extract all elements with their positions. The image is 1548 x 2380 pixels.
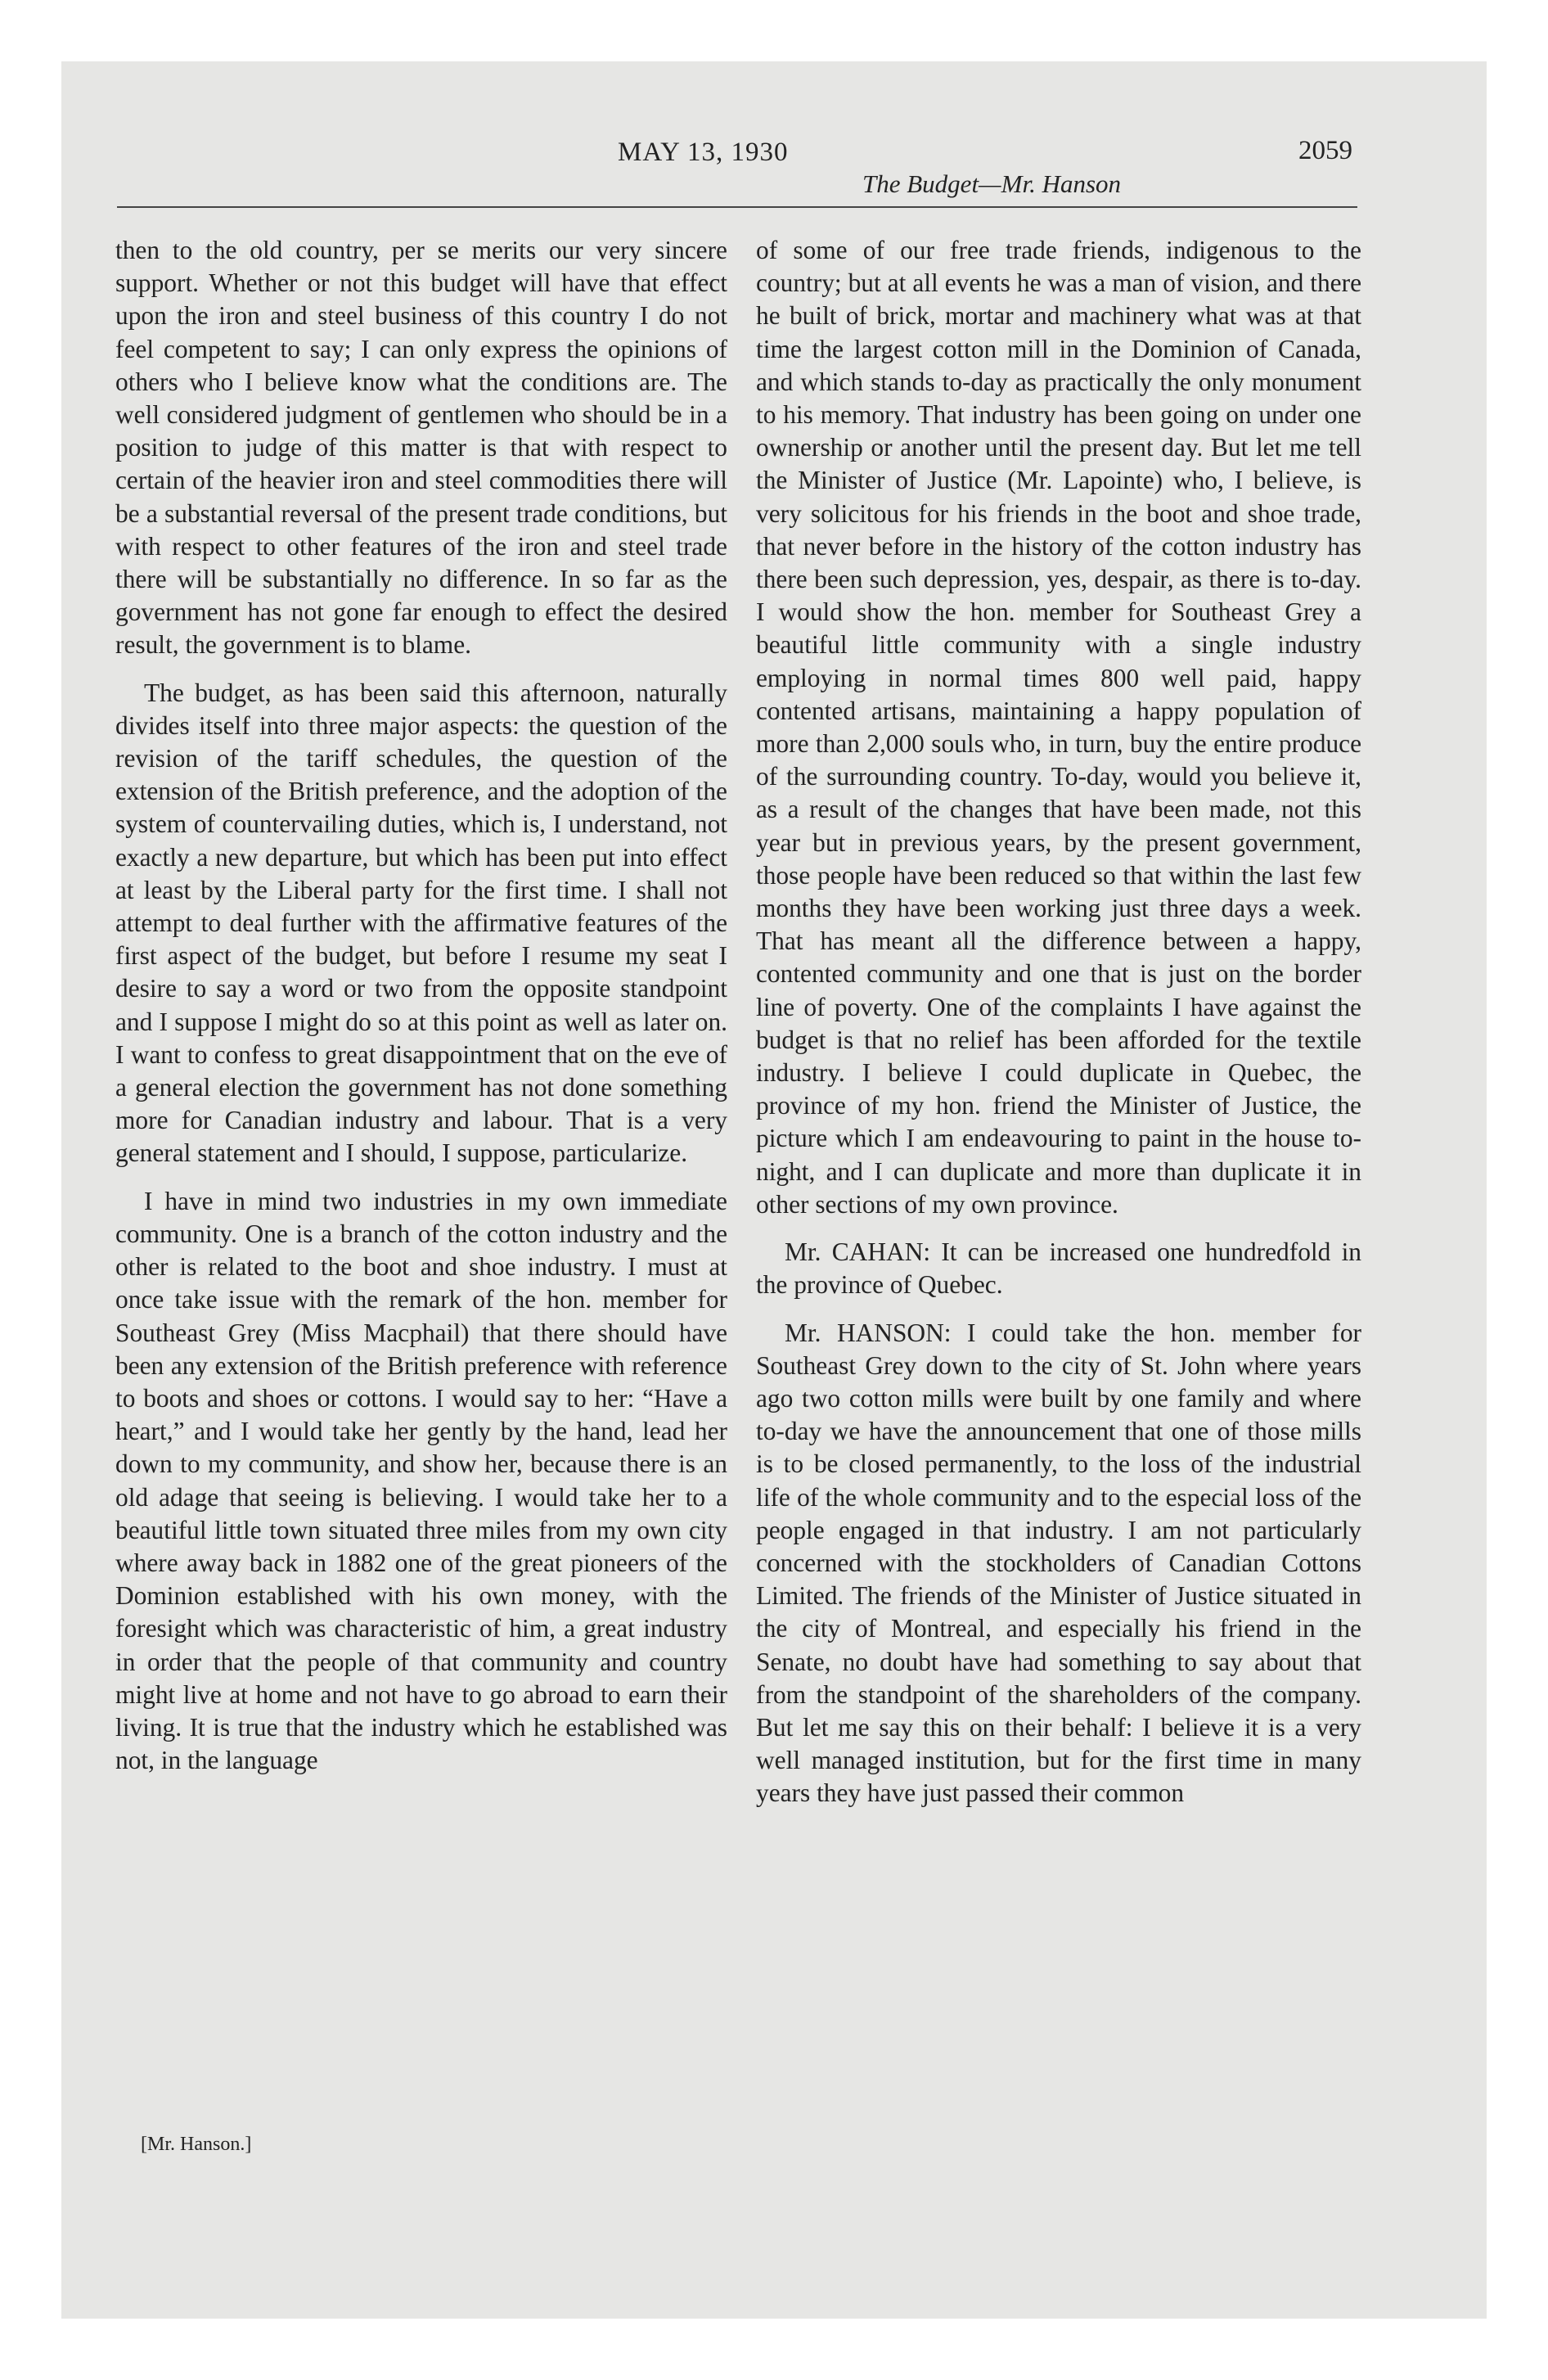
running-title: The Budget—Mr. Hanson xyxy=(862,169,1122,198)
header-rule xyxy=(117,206,1357,208)
page-number: 2059 xyxy=(1298,136,1352,165)
paragraph: of some of our free trade friends, indigenous to the country; but at all events he was a man of vision, and there he built of brick, mortar and machinery what was at that time the largest cotton mill in the Dominion of Canada, and which stands to-day as practically the only monument to his memory. That industry has been going on under one ownership or another until the present day. But let me tell the Minister of Justice (Mr. Lapointe) who, I believe, is very solicitous for his friends in the boot and shoe trade, that never before in the history of the cotton industry has there been such depression, yes, despair, as there is to-day. I would show the hon. member for Southeast Grey a beautiful little community with a single industry employing in normal times 800 well paid, happy contented artisans, maintaining a happy population of more than 2,000 souls who, in turn, buy the entire produce of the surrounding country. To-day, would you believe it, as a result of the changes that have been made, not this year but in previous years, by the present government, those people have been reduced so that within the last few months they have been working just three days a week. That has meant all the difference between a happy, contented community and one that is just on the border line of poverty. One of the complaints I have against the budget is that no relief has been afforded for the textile industry. I believe I could duplicate in Quebec, the province of my hon. friend the Minister of Justice, the picture which I am endeavouring to paint in the house to-night, and I can duplicate and more than duplicate it in other sections of my own province. xyxy=(756,236,1361,1219)
header-date: MAY 13, 1930 xyxy=(618,137,789,167)
paragraph: Mr. CAHAN: It can be increased one hundredfold in the province of Quebec. xyxy=(756,1237,1361,1300)
paragraph: I have in mind two industries in my own immediate community. One is a branch of the cotton industry and the other is related to the boot and shoe industry. I must at once take issue with the remark of the hon. member for Southeast Grey (Miss Macphail) that there should have been any extension of the British preference with reference to boots and shoes or cottons. I would say to her: “Have a heart,” and I would take her gently by the hand, lead her down to my community, and show her, because there is an old adage that seeing is believing. I would take her to a beautiful little town situated three miles from my own city where away back in 1882 one of the great pioneers of the Dominion established with his own money, with the foresight which was characteristic of him, a great industry in order that the people of that community and country might live at home and not have to go abroad to earn their living. It is true that the industry which he established was not, in the language xyxy=(115,1186,727,1775)
right-column xyxy=(756,234,1361,1812)
paragraph: then to the old country, per se merits our very sincere support. Whether or not this budget will have that effect upon the iron and steel business of this country I do not feel competent to say; I can only express the opinions of others who I believe know what the conditions are. The well considered judgment of gentlemen who should be in a position to judge of this matter is that with respect to certain of the heavier iron and steel commodities there will be a substantial reversal of the present trade conditions, but with respect to other features of the iron and steel trade there will be substantially no difference. In so far as the government has not gone far enough to effect the desired result, the government is to blame. xyxy=(115,236,727,660)
left-column xyxy=(115,234,727,1778)
paragraph: The budget, as has been said this afternoon, naturally divides itself into three major aspects: the question of the revision of the tariff schedules, the question of the extension of the British preference, and the adoption of the system of countervailing duties, which is, I understand, not exactly a new departure, but which has been put into effect at least by the Liberal party for the first time. I shall not attempt to deal further with the affirmative features of the first aspect of the budget, but before I resume my seat I desire to say a word or two from the opposite standpoint and I suppose I might do so at this point as well as later on. I want to confess to great disappointment that on the eve of a general election the government has not done something more for Canadian industry and labour. That is a very general statement and I should, I suppose, particularize. xyxy=(115,678,727,1168)
paragraph: Mr. HANSON: I could take the hon. member for Southeast Grey down to the city of St. John where years ago two cotton mills were built by one family and where to-day we have the announcement that one of those mills is to be closed permanently, to the loss of the industrial life of the whole community and to the especial loss of the people engaged in that industry. I am not particularly concerned with the stockholders of Canadian Cottons Limited. The friends of the Minister of Justice situated in the city of Montreal, and especially his friend in the Senate, no doubt have had something to say about that from the standpoint of the shareholders of the company. But let me say this on their behalf: I believe it is a very well managed institution, but for the first time in many years they have just passed their common xyxy=(756,1318,1361,1808)
speaker-footer: [Mr. Hanson.] xyxy=(141,2134,252,2155)
